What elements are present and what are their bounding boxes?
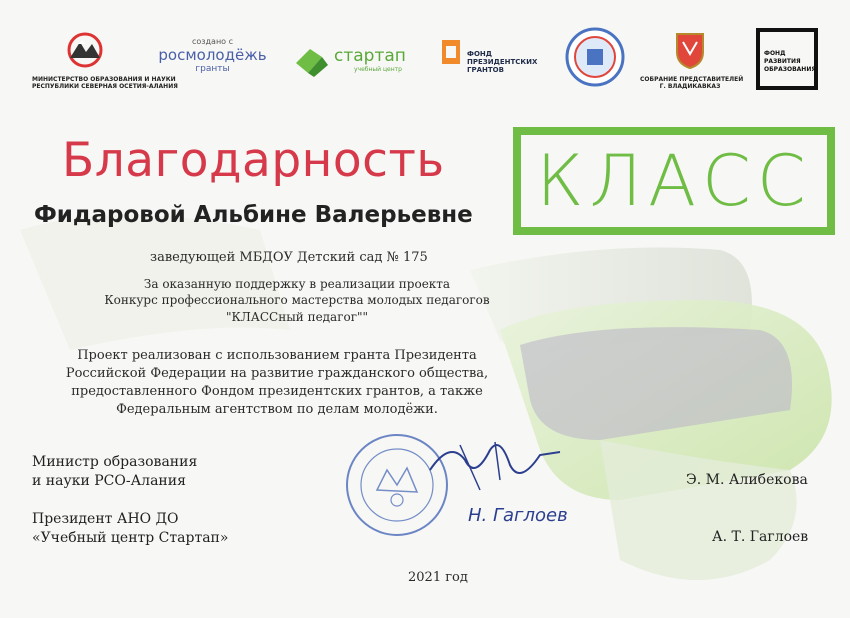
certificate-year: 2021 год <box>408 570 468 585</box>
vladikavkaz-caption <box>640 76 744 90</box>
grant-line-4: Федеральным агентством по делам молодёжи. <box>116 402 438 417</box>
ministry-caption-line2: РЕСПУБЛИКИ СЕВЕРНАЯ ОСЕТИЯ-АЛАНИЯ <box>32 83 178 90</box>
signatory-1-title <box>32 453 197 491</box>
grant-line-3: предоставленного Фондом президентских грантов, а также <box>71 384 483 399</box>
certificate-title: Благодарность <box>62 133 445 188</box>
startup-logo <box>334 46 406 73</box>
fro-logo-inner <box>760 32 814 86</box>
recipient-name: Фидаровой Альбине Валерьевне <box>34 202 473 228</box>
round-education-emblem-icon <box>565 25 625 89</box>
fpg-logo <box>467 50 537 74</box>
signatory-1-title-line2: и науки РСО-Алания <box>32 473 186 489</box>
fpg-line2: ПРЕЗИДЕНТСКИХ <box>467 58 538 66</box>
startup-main-text: стартап <box>334 46 406 66</box>
signatory-2-title-line2: «Учебный центр Стартап» <box>32 530 229 546</box>
rosmolodezh-logo <box>150 37 275 74</box>
recipient-position: заведующей МБДОУ Детский сад № 175 <box>150 250 428 265</box>
fro-line3: ОБРАЗОВАНИЯ <box>764 66 816 73</box>
ministry-caption <box>32 76 178 90</box>
klass-brand-box <box>513 127 835 235</box>
rosmolodezh-top-text: создано с <box>191 37 234 46</box>
signatory-1-title-line1: Министр образования <box>32 454 198 470</box>
reason-line-2: Конкурс профессионального мастерства молодых педагогов <box>104 293 490 307</box>
rosmolodezh-main-text: росмолодёжь <box>158 46 267 64</box>
startup-logo-icon <box>292 43 332 79</box>
fro-logo <box>756 28 818 90</box>
signatory-1-name: Э. М. Алибекова <box>686 472 808 488</box>
fro-line2: РАЗВИТИЯ <box>764 58 801 65</box>
signatory-2-title-line1: Президент АНО ДО <box>32 511 179 527</box>
partner-logos <box>0 0 850 110</box>
signatory-2-name: А. Т. Гаглоев <box>712 529 809 545</box>
grant-line-1: Проект реализован с использованием гранта Президента <box>77 348 477 363</box>
startup-sub-text: учебный центр <box>354 66 402 73</box>
rosmolodezh-sub-text: гранты <box>195 64 230 74</box>
vladikavkaz-coat-of-arms-icon <box>673 28 707 70</box>
signatory-2-title <box>32 510 228 548</box>
grant-line-2: Российской Федерации на развитие гражданского общества, <box>65 366 489 381</box>
reason-line-1: За оказанную поддержку в реализации проекта <box>143 277 451 291</box>
fpg-line3: ГРАНТОВ <box>467 66 504 74</box>
vladikavkaz-line2: Г. ВЛАДИКАВКАЗ <box>659 83 721 90</box>
ministry-caption-line1: МИНИСТЕРСТВО ОБРАЗОВАНИЯ И НАУКИ <box>32 76 176 83</box>
fro-line1: ФОНД <box>764 50 786 57</box>
klass-brand-text: КЛАСС <box>536 140 812 222</box>
fpg-line1: ФОНД <box>467 50 492 58</box>
signature-alibekova-icon <box>420 430 570 510</box>
fpg-logo-icon <box>440 38 464 68</box>
reason-line-3: "КЛАССный педагог"" <box>225 310 369 324</box>
vladikavkaz-line1: СОБРАНИЕ ПРЕДСТАВИТЕЛЕЙ <box>640 76 744 83</box>
ministry-emblem-icon <box>60 30 110 70</box>
handwritten-signature-gagloev: Н. Гаглоев <box>468 505 568 526</box>
